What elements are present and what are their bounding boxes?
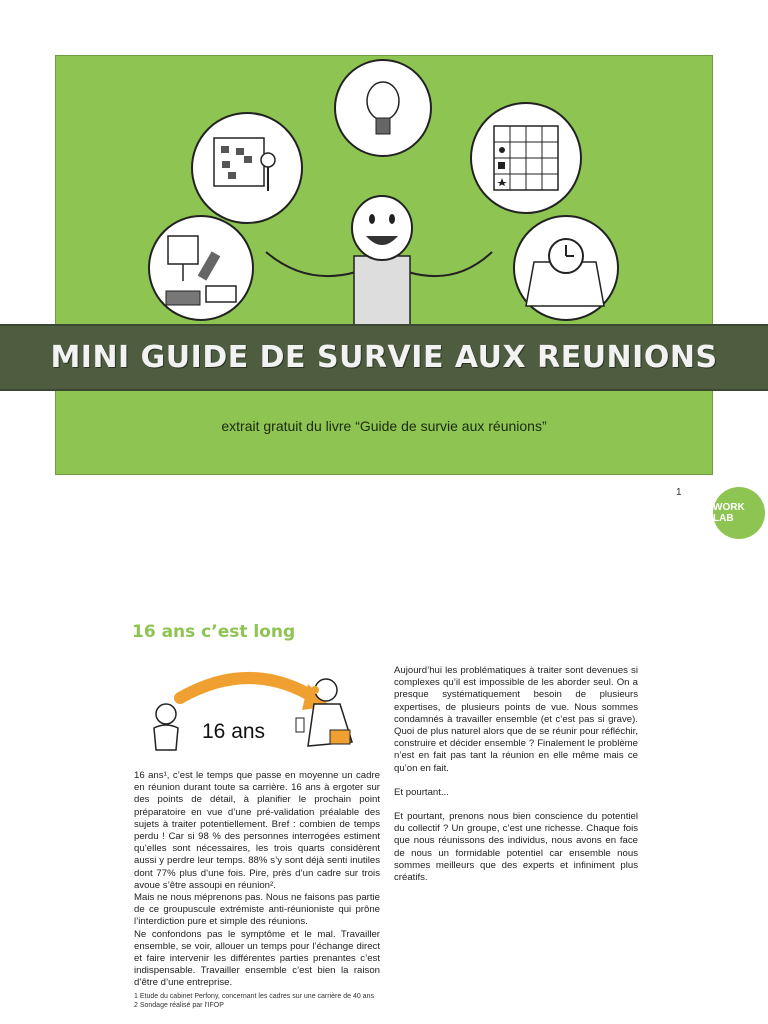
paragraph-et-pourtant-short: Et pourtant... — [394, 786, 449, 798]
paragraph-16-ans: 16 ans¹, c’est le temps que passe en moyenne un cadre en réunion durant toute sa carrière. 16 ans à ergoter sur des points de détail, à planifier le prochain point préparatoire en vue d’une pré-validation préalable des sujets à traiter potentiellement. Bref : combien de temps perdu ! Car si 98 % des personnes interrogées estiment qu’elles sont nécessaires, les trois quarts considèrent aussi y perdre leur temps. 88% s’y sont déjà senti inutiles dont 77% plus d’une fois. Pire, près d’un cadre sur trois avoue s’être assoupi en réunion². — [134, 770, 380, 891]
left-column — [134, 770, 380, 1002]
illustration-label: 16 ans — [202, 720, 266, 743]
footnote-1: 1 Etude du cabinet Perfony, concernant les cadres sur une carrière de 40 ans — [134, 993, 374, 1000]
timer-box-icon — [514, 216, 618, 320]
paragraph-meprenons: Mais ne nous méprenons pas. Nous ne faisons pas partie de ce groupuscule extrémiste anti-réunioniste qui prône l’interdiction pure et simple des réunions. — [134, 892, 380, 928]
section-title: 16 ans c’est long — [132, 622, 296, 642]
cover-panel — [55, 55, 713, 475]
logo-text: WORK LAB — [713, 502, 745, 524]
page-title: MINI GUIDE DE SURVIE AUX REUNIONS — [50, 340, 718, 375]
cover-illustration — [56, 56, 714, 326]
smiling-character-figure — [266, 196, 492, 326]
grid-board-icon — [471, 103, 581, 213]
flipchart-tools-icon — [149, 216, 253, 320]
orange-arrow — [180, 678, 315, 698]
whiteboard-icon — [192, 113, 302, 223]
paragraph-aujourdhui: Aujourd’hui les problématiques à traiter sont devenues si complexes qu’il est impossible de les aborder seul. On a presque systématiquement besoin de plusieurs expertises, de plusieurs points de vue. Nous sommes condamnés à travailler ensemble (et c’est pas si grave). Quoi de plus naturel alors que de se réunir pour réfléchir, construire et décider ensemble ? Finalement le problème n’est en fait pas tant la réunion en elle même mais ce qu’on en fait. — [394, 665, 638, 774]
paragraph-confondons: Ne confondons pas le symptôme et le mal. Travailler ensemble, se voir, allouer un temps pour l’échange direct et faire intervenir les différentes parties prenantes c’est indispensable. Travailler ensemble c’est bien la raison d’être d’une entreprise. — [134, 928, 380, 989]
page-number: 1 — [676, 487, 682, 498]
baby-to-adult-illustration — [140, 668, 390, 768]
worklab-logo — [713, 487, 765, 539]
title-banner — [0, 324, 768, 391]
footnote-2: 2 Sondage réalisé par l’IFOP — [134, 1002, 224, 1009]
light-bulb-icon — [335, 60, 431, 156]
right-column — [394, 665, 638, 896]
cover-subtitle: extrait gratuit du livre “Guide de survie aux réunions” — [221, 418, 547, 434]
paragraph-et-pourtant: Et pourtant, prenons nous bien conscience du potentiel du collectif ? Un groupe, c’est une richesse. Chaque fois que nous réunissons des individus, nous avons en face de nous un formidable potentiel car ensemble nous sommes meilleurs que des experts et infiniment plus créatifs. — [394, 811, 638, 884]
footnotes — [134, 992, 380, 1010]
baby-figure — [154, 704, 178, 750]
